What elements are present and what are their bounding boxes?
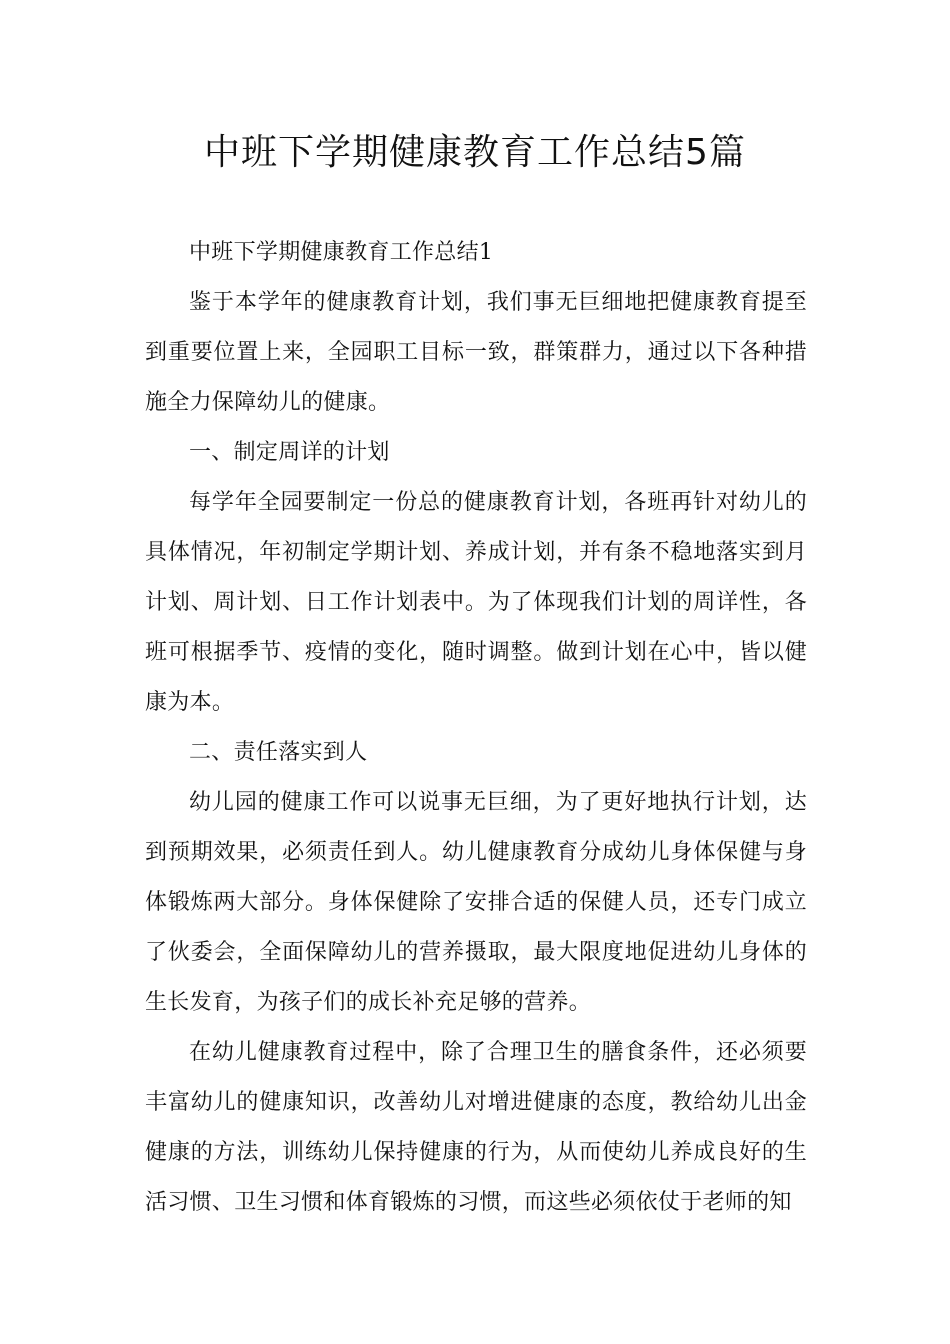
section-heading: 中班下学期健康教育工作总结1 [189, 240, 494, 265]
document-title: 中班下学期健康教育工作总结5篇 [204, 132, 746, 173]
body-paragraph: 每学年全园要制定一份总的健康教育计划，各班再针对幼儿的具体情况，年初制定学期计划、养成计划，并有条不稳地落实到月计划、周计划、日工作计划表中。为了体现我们计划的周详性，各班可根据季节、疫情的变化，随时调整。做到计划在心中，皆以健康为本。 [145, 490, 807, 715]
subsection-heading: 二、责任落实到人 [189, 740, 368, 765]
body-paragraph: 鉴于本学年的健康教育计划，我们事无巨细地把健康教育提至到重要位置上来，全园职工目标一致，群策群力，通过以下各种措施全力保障幼儿的健康。 [145, 290, 807, 415]
document-body [145, 228, 807, 1228]
subsection-heading: 一、制定周详的计划 [189, 440, 390, 465]
body-paragraph: 在幼儿健康教育过程中，除了合理卫生的膳食条件，还必须要丰富幼儿的健康知识，改善幼儿对增进健康的态度，教给幼儿出金健康的方法，训练幼儿保持健康的行为，从而使幼儿养成良好的生活习惯、卫生习惯和体育锻炼的习惯，而这些必须依仗于老师的知 [145, 1040, 807, 1215]
body-paragraph: 幼儿园的健康工作可以说事无巨细，为了更好地执行计划，达到预期效果，必须责任到人。幼儿健康教育分成幼儿身体保健与身体锻炼两大部分。身体保健除了安排合适的保健人员，还专门成立了伙委会，全面保障幼儿的营养摄取，最大限度地促进幼儿身体的生长发育，为孩子们的成长补充足够的营养。 [145, 790, 807, 1015]
